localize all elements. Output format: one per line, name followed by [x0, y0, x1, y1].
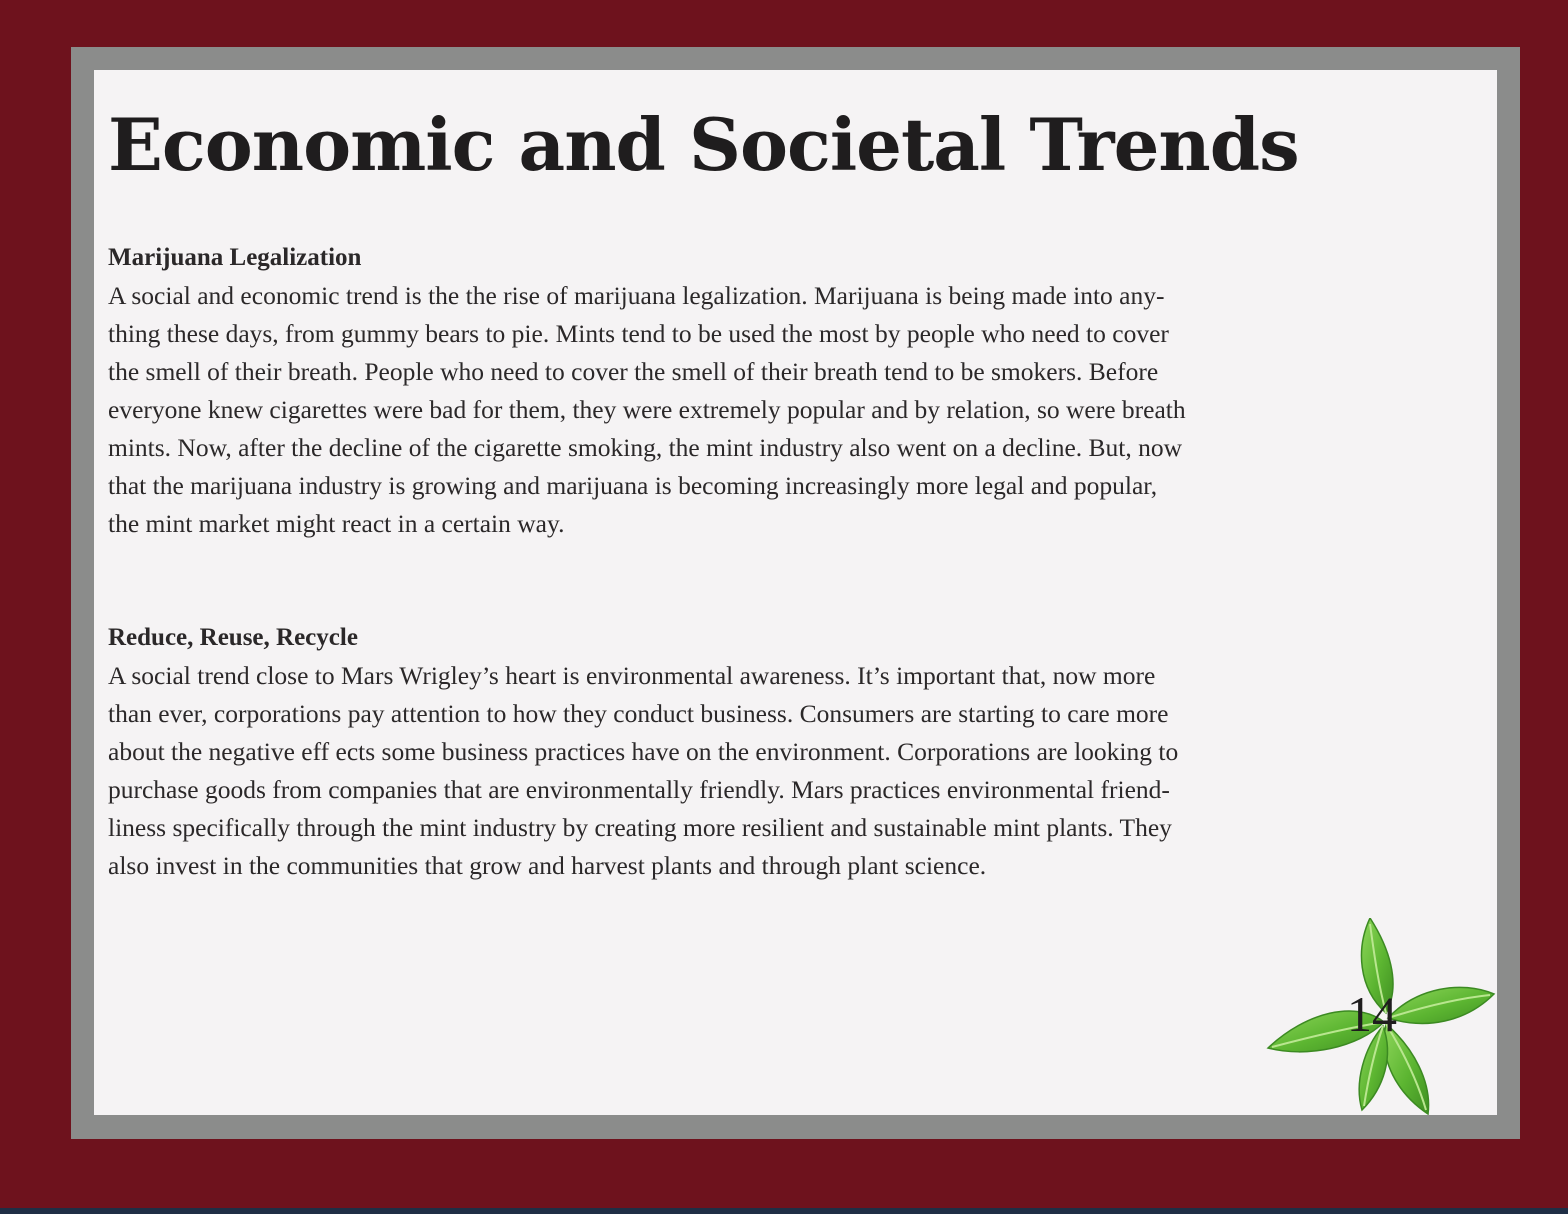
paragraph-line: A social and economic trend is the the rise of marijuana legalization. Marijuana is being made into any-	[108, 281, 1165, 310]
page-number: 14	[1347, 986, 1397, 1042]
paragraph-line: thing these days, from gummy bears to pie. Mints tend to be used the most by people who need to cover	[108, 319, 1169, 348]
paragraph-line: the mint market might react in a certain way.	[108, 509, 565, 538]
paragraph-line: the smell of their breath. People who need to cover the smell of their breath tend to be smokers. Before	[108, 357, 1159, 386]
page-frame	[71, 47, 1520, 1139]
page-title: Economic and Societal Trends	[108, 102, 1299, 187]
section-marijuana-legalization	[108, 239, 1468, 543]
section-paragraph	[108, 277, 1468, 543]
page-sheet	[94, 70, 1497, 1115]
paragraph-line: purchase goods from companies that are environmentally friendly. Mars practices environmental friend-	[108, 775, 1170, 804]
paragraph-line: A social trend close to Mars Wrigley’s heart is environmental awareness. It’s important that, now more	[108, 661, 1156, 690]
section-paragraph	[108, 657, 1468, 885]
paragraph-line: that the marijuana industry is growing and marijuana is becoming increasingly more legal and popular,	[108, 471, 1158, 500]
paragraph-line: everyone knew cigarettes were bad for them, they were extremely popular and by relation, so were breath	[108, 395, 1186, 424]
section-heading: Marijuana Legalization	[108, 244, 362, 271]
section-heading: Reduce, Reuse, Recycle	[108, 624, 358, 651]
paragraph-line: also invest in the communities that grow and harvest plants and through plant science.	[108, 851, 987, 880]
section-reduce-reuse-recycle	[108, 619, 1468, 885]
paragraph-line: about the negative eff ects some business practices have on the environment. Corporations are looking to	[108, 737, 1179, 766]
paragraph-line: than ever, corporations pay attention to how they conduct business. Consumers are starting to care more	[108, 699, 1169, 728]
paragraph-line: mints. Now, after the decline of the cigarette smoking, the mint industry also went on a decline. But, now	[108, 433, 1183, 462]
bottom-strip	[0, 1208, 1568, 1214]
paragraph-line: liness specifically through the mint industry by creating more resilient and sustainable mint plants. They	[108, 813, 1172, 842]
